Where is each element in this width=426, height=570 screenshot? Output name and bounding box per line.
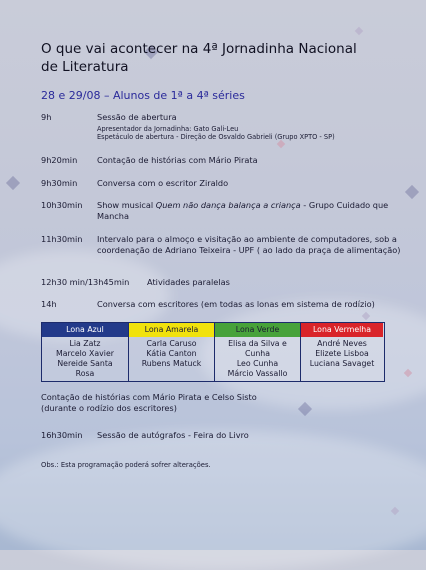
observation-note: Obs.: Esta programação poderá sofrer alterações. [41, 461, 211, 469]
schedule-time: 10h30min [41, 200, 83, 210]
schedule-desc: Contação de histórias com Mário Pirata [97, 155, 258, 165]
author-name: Elisa da Silva e [228, 339, 287, 348]
author-name: Kátia Canton [146, 349, 197, 358]
lona-header: Lona Vermelha [301, 323, 383, 337]
page-title: O que vai acontecer na 4ª Jornadinha Nacional de Literatura [41, 41, 357, 75]
star-decoration [6, 176, 20, 190]
schedule-time: 11h30min [41, 234, 83, 244]
schedule-note: Espetáculo de abertura - Direção de Osvaldo Gabrieli (Grupo XPTO - SP) [97, 133, 335, 142]
schedule-desc: Sessão de abertura [97, 112, 177, 122]
page-subtitle: 28 e 29/08 – Alunos de 1ª a 4ª séries [41, 89, 245, 102]
schedule-time: 14h [41, 299, 57, 309]
lona-amarela-column [128, 323, 214, 381]
star-decoration [405, 185, 419, 199]
author-name: Nereide Santa [57, 359, 113, 368]
author-name: Rosa [75, 369, 95, 378]
lona-azul-column [42, 323, 128, 381]
schedule-time: 9h30min [41, 178, 78, 188]
schedule-time: 9h20min [41, 155, 78, 165]
schedule-desc: Conversa com o escritor Ziraldo [97, 178, 229, 188]
background-cloud [0, 430, 426, 570]
lona-vermelha-column [300, 323, 383, 381]
schedule-time: 12h30 min/13h45min [41, 277, 130, 287]
schedule-desc: Show musical Quem não dança balança a criança - Grupo Cuidado que Mancha [97, 200, 389, 221]
author-name: Rubens Matuck [141, 359, 202, 368]
schedule-time: 16h30min [41, 430, 83, 440]
extra-line: (durante o rodízio dos escritores) [41, 402, 177, 413]
star-decoration [355, 27, 363, 35]
schedule-desc: Conversa com escritores (em todas as lonas em sistema de rodízio) [97, 299, 375, 309]
schedule-desc: Atividades paralelas [147, 277, 230, 287]
author-name: Leo Cunha [236, 359, 279, 368]
author-name: André Neves [317, 339, 367, 348]
schedule-note: Apresentador da Jornadinha: Gato Gali-Leu [97, 124, 239, 133]
author-name: Elizete Lisboa [315, 349, 369, 358]
author-name: Lia Zatz [69, 339, 101, 348]
schedule-time: 9h [41, 112, 52, 122]
schedule-desc: Intervalo para o almoço e visitação ao ambiente de computadores, sob a coordenação de Adriano Teixeira - UPF ( ao lado da praça de alimentação) [97, 234, 401, 255]
author-name: Márcio Vassallo [227, 369, 288, 378]
lona-header: Lona Amarela [129, 323, 214, 337]
lonas-table [41, 322, 385, 382]
extra-line: Contação de histórias com Mário Pirata e Celso Sisto [41, 392, 257, 402]
author-name: Carla Caruso [146, 339, 197, 348]
author-name: Luciana Savaget [309, 359, 375, 368]
schedule-desc: Sessão de autógrafos - Feira do Livro [97, 430, 249, 440]
lona-header: Lona Verde [215, 323, 300, 337]
extra-info [41, 392, 341, 413]
author-name: Cunha [244, 349, 271, 358]
author-name: Marcelo Xavier [56, 349, 114, 358]
lona-verde-column [214, 323, 300, 381]
lona-header: Lona Azul [42, 323, 128, 337]
